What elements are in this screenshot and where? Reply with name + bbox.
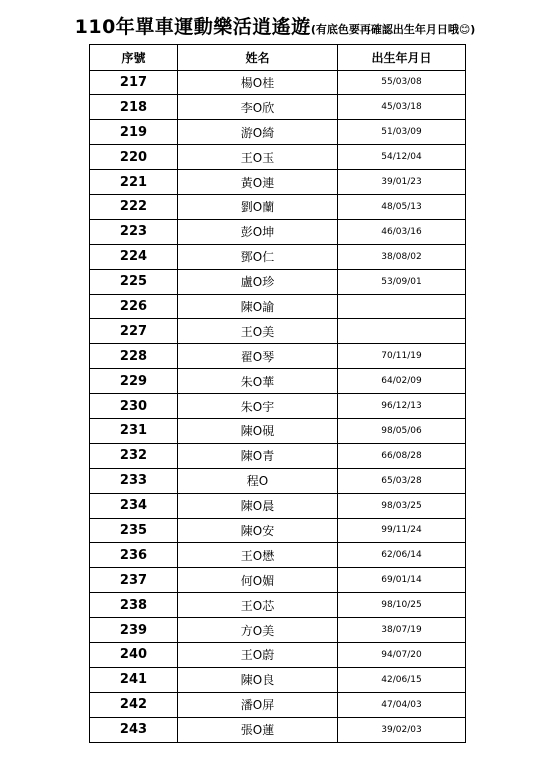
row-birthdate: 46/03/16: [338, 219, 466, 244]
row-birthdate: 39/02/03: [338, 717, 466, 742]
row-birthdate: [338, 294, 466, 319]
row-name: 盧O珍: [178, 269, 338, 294]
row-birthdate: 66/08/28: [338, 443, 466, 468]
table-body: [90, 70, 466, 742]
row-birthdate: 98/10/25: [338, 593, 466, 618]
row-number: 232: [90, 443, 178, 468]
row-number: 237: [90, 568, 178, 593]
row-number: 238: [90, 593, 178, 618]
row-name: 方O美: [178, 618, 338, 643]
row-number: 240: [90, 642, 178, 667]
row-number: 234: [90, 493, 178, 518]
row-birthdate: 42/06/15: [338, 667, 466, 692]
row-name: 潘O屏: [178, 692, 338, 717]
table-row: [90, 269, 466, 294]
row-number: 228: [90, 344, 178, 369]
row-name: 陳O硯: [178, 418, 338, 443]
row-birthdate: 53/09/01: [338, 269, 466, 294]
row-name: 王O美: [178, 319, 338, 344]
document-title: [0, 15, 550, 42]
row-name: 張O蓮: [178, 717, 338, 742]
row-number: 236: [90, 543, 178, 568]
row-name: 黃O連: [178, 170, 338, 195]
row-birthdate: [338, 319, 466, 344]
row-name: 王O蔚: [178, 642, 338, 667]
table-row: [90, 618, 466, 643]
row-birthdate: 94/07/20: [338, 642, 466, 667]
row-birthdate: 38/08/02: [338, 244, 466, 269]
row-number: 242: [90, 692, 178, 717]
row-name: 游O綺: [178, 120, 338, 145]
table-row: [90, 667, 466, 692]
row-birthdate: 51/03/09: [338, 120, 466, 145]
row-name: 陳O青: [178, 443, 338, 468]
row-name: 陳O晨: [178, 493, 338, 518]
table-row: [90, 468, 466, 493]
row-name: 程O: [178, 468, 338, 493]
row-number: 229: [90, 369, 178, 394]
title-main: 110年單車運動樂活逍遙遊: [74, 16, 311, 38]
table-row: [90, 145, 466, 170]
row-number: 239: [90, 618, 178, 643]
table-row: [90, 95, 466, 120]
table-row: [90, 120, 466, 145]
table-row: [90, 543, 466, 568]
row-birthdate: 39/01/23: [338, 170, 466, 195]
header-name: 姓名: [178, 45, 338, 71]
row-name: 何O媚: [178, 568, 338, 593]
table-row: [90, 443, 466, 468]
table-row: [90, 518, 466, 543]
row-name: 楊O桂: [178, 70, 338, 95]
row-birthdate: 47/04/03: [338, 692, 466, 717]
row-number: 233: [90, 468, 178, 493]
row-number: 243: [90, 717, 178, 742]
row-number: 218: [90, 95, 178, 120]
header-birthdate: 出生年月日: [338, 45, 466, 71]
row-number: 241: [90, 667, 178, 692]
row-number: 227: [90, 319, 178, 344]
row-number: 223: [90, 219, 178, 244]
row-name: 翟O琴: [178, 344, 338, 369]
row-name: 朱O宇: [178, 394, 338, 419]
row-name: 王O玉: [178, 145, 338, 170]
row-name: 鄧O仁: [178, 244, 338, 269]
table-row: [90, 244, 466, 269]
row-birthdate: 55/03/08: [338, 70, 466, 95]
row-birthdate: 45/03/18: [338, 95, 466, 120]
row-number: 225: [90, 269, 178, 294]
table-row: [90, 394, 466, 419]
row-number: 230: [90, 394, 178, 419]
row-birthdate: 70/11/19: [338, 344, 466, 369]
row-number: 235: [90, 518, 178, 543]
table-row: [90, 194, 466, 219]
table-row: [90, 319, 466, 344]
table-row: [90, 717, 466, 742]
row-number: 222: [90, 194, 178, 219]
row-name: 李O欣: [178, 95, 338, 120]
table-header-row: [90, 45, 466, 71]
row-name: 彭O坤: [178, 219, 338, 244]
row-birthdate: 98/05/06: [338, 418, 466, 443]
row-name: 陳O良: [178, 667, 338, 692]
row-number: 221: [90, 170, 178, 195]
row-birthdate: 69/01/14: [338, 568, 466, 593]
table-row: [90, 418, 466, 443]
row-number: 224: [90, 244, 178, 269]
header-number: 序號: [90, 45, 178, 71]
row-name: 朱O華: [178, 369, 338, 394]
table-row: [90, 70, 466, 95]
row-birthdate: 99/11/24: [338, 518, 466, 543]
row-number: 231: [90, 418, 178, 443]
row-name: 陳O安: [178, 518, 338, 543]
row-name: 王O芯: [178, 593, 338, 618]
table-row: [90, 344, 466, 369]
row-birthdate: 65/03/28: [338, 468, 466, 493]
title-note: (有底色要再確認出生年月日哦😊): [310, 23, 476, 36]
row-birthdate: 64/02/09: [338, 369, 466, 394]
row-birthdate: 38/07/19: [338, 618, 466, 643]
table-row: [90, 642, 466, 667]
row-birthdate: 98/03/25: [338, 493, 466, 518]
table-row: [90, 170, 466, 195]
row-number: 220: [90, 145, 178, 170]
row-number: 217: [90, 70, 178, 95]
row-name: 陳O諭: [178, 294, 338, 319]
row-birthdate: 54/12/04: [338, 145, 466, 170]
row-number: 219: [90, 120, 178, 145]
table-row: [90, 219, 466, 244]
table-row: [90, 294, 466, 319]
row-name: 劉O蘭: [178, 194, 338, 219]
table-row: [90, 593, 466, 618]
row-number: 226: [90, 294, 178, 319]
table-row: [90, 369, 466, 394]
table-row: [90, 493, 466, 518]
table-row: [90, 692, 466, 717]
row-birthdate: 62/06/14: [338, 543, 466, 568]
row-birthdate: 48/05/13: [338, 194, 466, 219]
participant-table: [89, 44, 466, 743]
row-birthdate: 96/12/13: [338, 394, 466, 419]
row-name: 王O懋: [178, 543, 338, 568]
table-row: [90, 568, 466, 593]
